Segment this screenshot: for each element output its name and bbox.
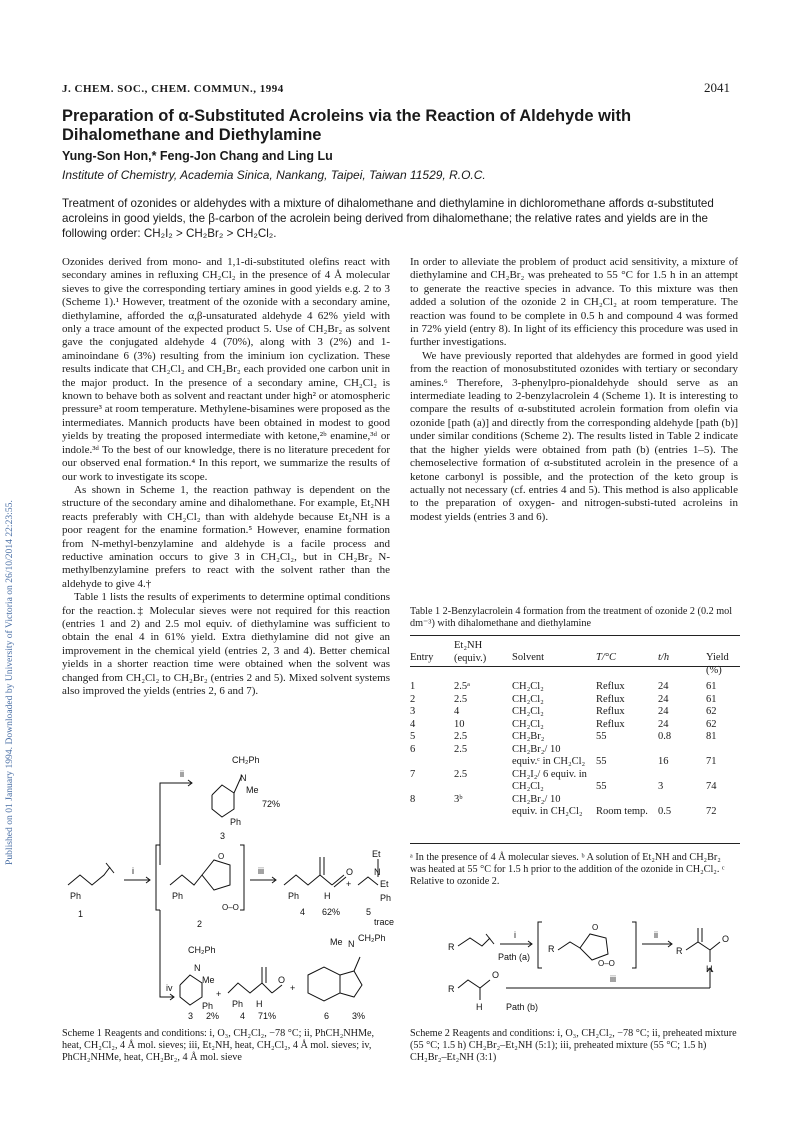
arrow-ii xyxy=(160,783,192,865)
cell: 0.5 xyxy=(658,806,672,817)
svg-text:O–O: O–O xyxy=(222,903,239,912)
cell: CH₂Br₂/ 10 equiv. in CH₂Cl₂ xyxy=(512,793,583,817)
svg-text:iii: iii xyxy=(610,974,616,984)
svg-text:H: H xyxy=(324,891,331,901)
table-row xyxy=(406,719,740,732)
svg-text:R: R xyxy=(548,944,555,954)
compound-6-benzene xyxy=(308,967,340,1001)
compound-1-chain xyxy=(68,867,110,885)
label-compound-3: 3 xyxy=(220,831,226,841)
cell: 3 xyxy=(658,781,664,792)
label-reagent-iv: iv xyxy=(166,983,173,993)
journal-header: J. CHEM. SOC., CHEM. COMMUN., 1994 xyxy=(62,83,284,95)
svg-text:i: i xyxy=(514,930,516,940)
left-para-3: Table 1 lists the results of experiments to determine optimal conditions for the reaction.‡ Molecular sieves were not required for this reaction (entries 1 and 2) and 2.5 mol equiv. of diethylamine was sufficient to obtain the enal 4 in 61% yield. Extra diethylamine did not give an improvement in the chemical yield (entries 2, 3 and 4). Better chemical yields in a shorter reaction time were obtained when the solvent was changed from CH₂Cl₂ to CH₂Br₂ (entries 2 and 5). Mixed solvent systems also improved the yields (entries 2, 6 and 7). xyxy=(62,591,390,697)
download-notice: Published on 01 January 1994. Downloaded by University of Victoria on 26/10/2014 22:23:55. xyxy=(4,500,15,865)
compound-4-chain xyxy=(284,875,332,885)
cell: 10 xyxy=(454,718,465,730)
cell: 3ᵇ xyxy=(454,793,463,805)
scheme-2-caption: Scheme 2 Reagents and conditions: i, O₃, CH₂Cl₂, −78 °C; ii, preheated mixture (55 °C; 1.5 h) CH₂Br₂–Et₂NH (5:1); iii, preheated mixture (55 °C; 1.5 h) CH₂Br₂–Et₂NH (3:1) xyxy=(410,1028,737,1063)
svg-text:Me: Me xyxy=(202,975,215,985)
scheme2-ozonide-ring xyxy=(580,934,608,960)
right-para-1: In order to alleviate the problem of product acid sensitivity, a mixture of diethylamine and CH₂Br₂ was preheated to 55 °C for 1.5 h in an attempt to generate the reactive species in advance. To this mixture was then added a solution of the ozonide 2 in CH₂Cl₂ at room temperature. The reaction was found to be complete in 0.5 h and compound 4 was formed in 72% yield (entry 8). In light of its efficiency this procedure was used in further investigations. xyxy=(410,256,738,349)
svg-text:Ph: Ph xyxy=(288,891,300,901)
table-1-footnote: ᵃ In the presence of 4 Å molecular sieves. ᵇ A solution of Et₂NH and CH₂Br₂ was heated at 55 °C for 1.5 h prior to the addition of the ozonide in CH₂Cl₂. ᶜ Relative to ozonide 2. xyxy=(410,852,725,887)
svg-text:Me: Me xyxy=(330,937,343,947)
header-solvent: Solvent xyxy=(512,652,545,663)
label-ph-1: Ph xyxy=(70,891,82,901)
header-entry: Entry xyxy=(410,652,434,663)
label-reagent-iii: iii xyxy=(258,866,264,876)
cell: Reflux xyxy=(596,718,625,730)
cell: CH₂Cl₂ xyxy=(512,706,544,717)
header-yield: Yield (%) xyxy=(706,652,729,676)
svg-text:CH₂Ph: CH₂Ph xyxy=(358,933,386,943)
svg-text:CH₂Ph: CH₂Ph xyxy=(188,945,216,955)
cell: 72 xyxy=(706,806,717,817)
compound-3-ring xyxy=(212,785,234,817)
compound-3-bottom-ring xyxy=(180,975,202,1005)
label-compound-4b: 4 xyxy=(240,1011,246,1021)
cell: 24 xyxy=(658,718,669,730)
cell: 6 xyxy=(410,743,416,755)
scheme-1-caption: Scheme 1 Reagents and conditions: i, O₃, CH₂Cl₂, −78 °C; ii, PhCH₂NHMe, heat, CH₂Cl₂, 4 Å mol. sieves; iii, Et₂NH, heat, CH₂Cl₂, 4 Å mol. sieves; iv, PhCH₂NHMe, heat, CH₂Br₂, 4 Å mol. sieve xyxy=(62,1028,375,1063)
header-time: t/h xyxy=(658,652,670,663)
compound-4-bottom-chain xyxy=(228,983,272,993)
cell: 24 xyxy=(658,693,669,705)
svg-text:N: N xyxy=(194,963,201,973)
download-sidebar xyxy=(4,265,18,865)
table-top-rule xyxy=(410,635,740,636)
cell: CH₂Br₂/ 10 equiv.ᶜ in CH₂Cl₂ xyxy=(512,743,586,767)
svg-text:O: O xyxy=(218,852,225,861)
svg-text:H: H xyxy=(256,999,263,1009)
right-para-2: We have previously reported that aldehydes are formed in good yield from the reaction of monosubstituted ozonides with tertiary or secondary amines.⁶ Therefore, 3-phenylpro-pionaldehyde should serve as an intermediate leading to 2-benzylacrolein 4 (Scheme 1). It is interesting to compare the results of α-substituted acrolein formation from olefin via ozonide [path (a)] and directly from the corresponding aldehyde [path (b)] under similar conditions (Scheme 2). The results listed in Table 2 indicate that the higher yields were obtained from path (b) (entries 1–5). The chemoselective formation of α-substituted acrolein in the presence of a ketone carbonyl is possible, and the protection of the keto group is actually not necessary (cf. entries 4 and 5). This method is also applicable to the preparation of oxygen- and nitrogen-substi-tuted acroleins in modest yields (entries 3 and 6). xyxy=(410,349,738,523)
article-title: Preparation of α-Substituted Acroleins via the Reaction of Aldehyde with Dihalomethane and Diethylamine xyxy=(62,107,632,144)
cell: 2.5 xyxy=(454,693,468,705)
cell: 55 xyxy=(596,781,607,792)
left-column xyxy=(62,256,390,698)
svg-text:N: N xyxy=(348,939,355,949)
cell: 61 xyxy=(706,693,717,705)
cell: 2.5ᵃ xyxy=(454,681,470,692)
svg-text:O: O xyxy=(278,975,286,985)
cell: 7 xyxy=(410,768,416,780)
svg-text:R: R xyxy=(448,984,455,994)
svg-text:Ph: Ph xyxy=(172,891,184,901)
svg-text:O: O xyxy=(592,923,599,932)
cell: 55 xyxy=(596,756,607,767)
label-yield-2: 2% xyxy=(206,1011,220,1021)
scheme-1-diagram xyxy=(62,735,395,1025)
label-yield-62: 62% xyxy=(322,907,341,917)
olefin-chain xyxy=(458,938,490,946)
cell: 62 xyxy=(706,706,717,717)
label-compound-2: 2 xyxy=(197,919,203,929)
cell: 4 xyxy=(410,718,416,730)
cell: 8 xyxy=(410,793,416,805)
affiliation: Institute of Chemistry, Academia Sinica, Nankang, Taipei, Taiwan 11529, R.O.C. xyxy=(62,168,486,182)
label-path-a: Path (a) xyxy=(498,952,531,962)
svg-text:Ph: Ph xyxy=(202,1001,214,1011)
label-compound-4: 4 xyxy=(300,907,306,917)
table-row xyxy=(406,694,740,707)
svg-text:CH₂Ph: CH₂Ph xyxy=(232,755,260,765)
label-compound-6: 6 xyxy=(324,1011,330,1021)
cell: CH₂Cl₂ xyxy=(512,693,544,705)
ozonide-ring xyxy=(202,860,230,890)
cell: 62 xyxy=(706,718,717,730)
cell: 24 xyxy=(658,706,669,717)
svg-text:H: H xyxy=(476,1002,483,1012)
table-row xyxy=(406,706,740,719)
cell: 2.5 xyxy=(454,768,468,780)
cell: Reflux xyxy=(596,681,625,692)
label-compound-3b: 3 xyxy=(188,1011,194,1021)
cell: Reflux xyxy=(596,706,625,717)
cell: 24 xyxy=(658,681,669,692)
svg-text:O: O xyxy=(346,867,354,877)
cell: CH₂Br₂ xyxy=(512,731,545,742)
label-yield-3: 3% xyxy=(352,1011,366,1021)
label-reagent-i: i xyxy=(132,866,134,876)
svg-text:+: + xyxy=(346,879,352,889)
table-row xyxy=(406,731,740,744)
table-1-caption: Table 1 2-Benzylacrolein 4 formation from the treatment of ozonide 2 (0.2 mol dm⁻³) with dihalomethane and diethylamine xyxy=(410,606,733,629)
svg-text:O–O: O–O xyxy=(598,959,615,968)
header-equiv: Et₂NH (equiv.) xyxy=(454,640,487,664)
cell: 55 xyxy=(596,731,607,742)
svg-text:Ph: Ph xyxy=(380,893,392,903)
cell: Room temp. xyxy=(596,806,648,817)
cell: 74 xyxy=(706,781,717,792)
svg-text:R: R xyxy=(448,942,455,952)
svg-text:+: + xyxy=(216,989,222,999)
svg-text:Et: Et xyxy=(380,879,389,889)
label-compound-5: 5 xyxy=(366,907,372,917)
left-para-2: As shown in Scheme 1, the reaction pathway is dependent on the structure of the secondary amine and dihalomethane. For example, Et₂NH reacts preferably with CH₂Cl₂ than with aldehyde because Et₂NH is a poor reagent for the enamine formation.⁵ However, enamine formation from N-methyl-benzylamine and aldehyde is a facile process and reductive amination occurs to give 3 in CH₂Cl₂, but in CH₂Br₂ N-methylbenzylamine prefers to react with the solvent rather than the aldehyde to give 4.† xyxy=(62,483,390,590)
compound-5-chain xyxy=(358,877,378,885)
label-yield-72: 72% xyxy=(262,799,281,809)
cell: 2.5 xyxy=(454,743,468,755)
table-row xyxy=(406,794,740,819)
cell: 16 xyxy=(658,756,669,767)
table-header-row xyxy=(406,640,740,677)
svg-text:O: O xyxy=(722,934,730,944)
cell: 5 xyxy=(410,731,416,742)
aldehyde-chain xyxy=(458,980,490,988)
authors: Yung-Son Hon,* Feng-Jon Chang and Ling Lu xyxy=(62,149,333,163)
table-row xyxy=(406,681,740,694)
cell: 1 xyxy=(410,681,416,692)
acrolein-chain xyxy=(686,942,710,950)
label-yield-71: 71% xyxy=(258,1011,277,1021)
svg-text:Et: Et xyxy=(372,849,381,859)
scheme-2-diagram xyxy=(410,916,740,1016)
table-bottom-rule xyxy=(410,843,740,844)
svg-text:Ph: Ph xyxy=(230,817,242,827)
svg-text:Ph: Ph xyxy=(232,999,244,1009)
svg-text:ii: ii xyxy=(654,930,658,940)
header-temp: T/°C xyxy=(596,652,616,663)
cell: 2.5 xyxy=(454,731,468,742)
cell: CH₂Cl₂ xyxy=(512,718,544,730)
cell: CH₂I₂/ 6 equiv. in CH₂Cl₂ xyxy=(512,768,587,792)
page-number: 2041 xyxy=(704,80,730,95)
table-row xyxy=(406,744,740,769)
cell: Reflux xyxy=(596,693,625,705)
label-reagent-ii: ii xyxy=(180,769,184,779)
table-1 xyxy=(406,640,740,819)
table-row xyxy=(406,769,740,794)
cell: 71 xyxy=(706,756,717,767)
label-path-b: Path (b) xyxy=(506,1002,539,1012)
right-column xyxy=(410,256,738,524)
cell: 61 xyxy=(706,681,717,692)
label-compound-1: 1 xyxy=(78,909,84,919)
cell: 2 xyxy=(410,693,416,705)
cell: 4 xyxy=(454,706,460,717)
svg-text:O: O xyxy=(492,970,500,980)
svg-text:+: + xyxy=(290,983,296,993)
label-trace: trace xyxy=(374,917,395,927)
cell: 0.8 xyxy=(658,731,672,742)
svg-text:N: N xyxy=(240,773,247,783)
svg-text:R: R xyxy=(676,946,683,956)
cell: 3 xyxy=(410,706,416,717)
cell: 81 xyxy=(706,731,717,742)
left-para-1: Ozonides derived from mono- and 1,1-di-substituted olefins react with secondary amines in refluxing CH₂Cl₂ in the presence of 4 Å molecular sieves to give the corresponding tertiary amines in good yields e.g. 2 to 3 (Scheme 1).¹ However, treatment of the ozonide with a secondary amine, diethylamine, afforded the α,β-unsaturated aldehyde 4 62% yield with only a trace amount of the expected product 5. Use of CH₂Br₂ as solvent gave the conjugated aldehyde 4 (70%), along with 3 (2%) and 1-aminoindane 6 (3%) resulting from the iminium ion cyclization. These results indicate that CH₂Cl₂ and CH₂Br₂ each provided one carbon unit in the major product. In the presence of a secondary amine, CH₂Cl₂ is known to behave both as solvent and reactant under high² or atomospheric pressure³ at room temperature. Methylene-bisamines were proposed as the intermediates. Mannich products have been obtained in modest to good yields by treating the proposed intermediate with ketone,²ᵇ enamine,³ᵈ or indole.³ᵈ To the best of our knowledge, there is no literature precedent for our observed enal formation.⁴ In this report, we summarize the results of our work to investigate its scope. xyxy=(62,256,390,483)
svg-text:Me: Me xyxy=(246,785,259,795)
abstract: Treatment of ozonides or aldehydes with a mixture of dihalomethane and diethylamine in dichloromethane affords α-substituted acroleins in good yields, the β-carbon of the acrolein being derived from dihalomethane; the relative rates and yields are in the following order: CH₂I₂ > CH₂Br₂ > CH₂Cl₂. xyxy=(62,197,714,240)
svg-text:H: H xyxy=(706,964,713,974)
cell: CH₂Cl₂ xyxy=(512,681,544,692)
svg-text:N: N xyxy=(374,867,381,877)
